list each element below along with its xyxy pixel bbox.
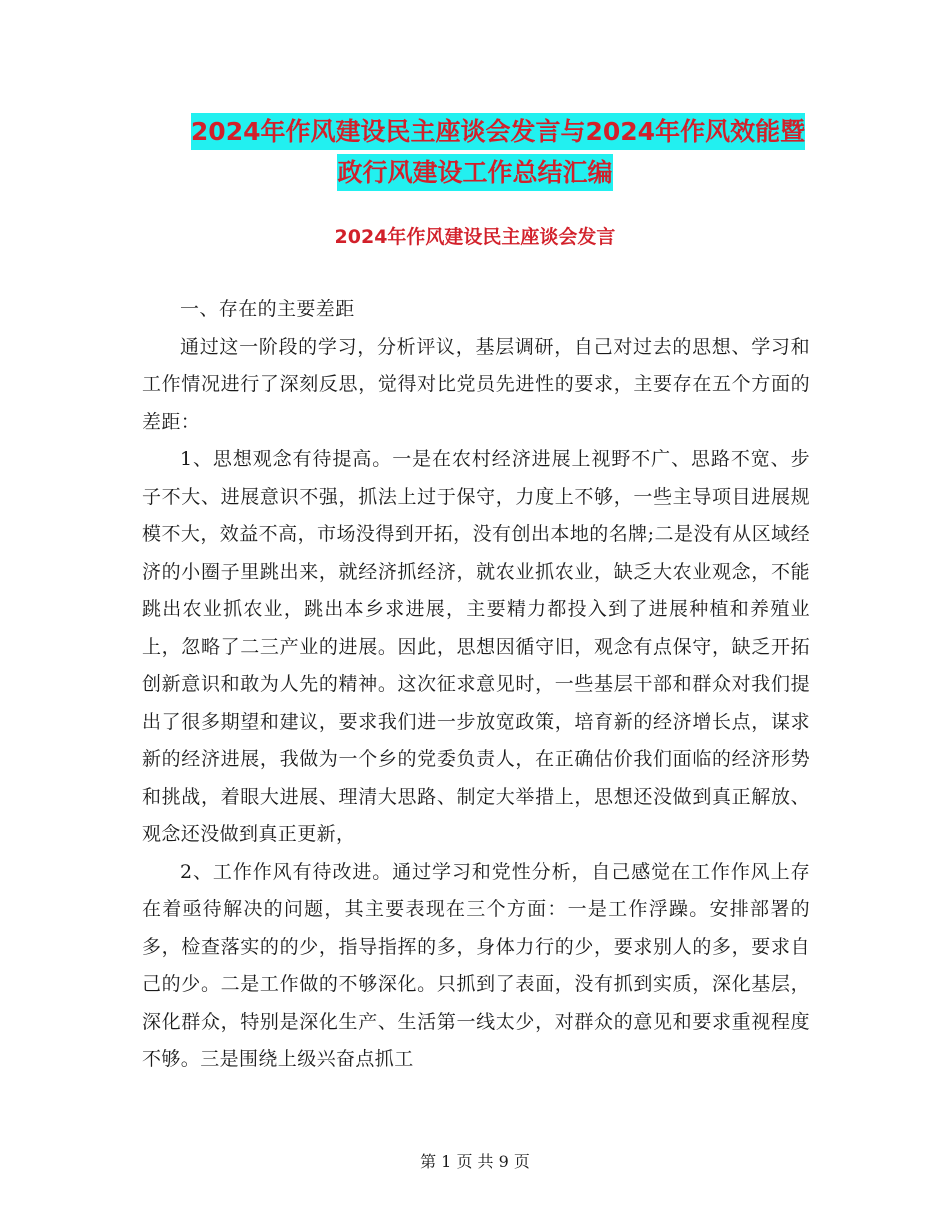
document-body: [142, 291, 810, 1079]
title-highlight-2: 政行风建设工作总结汇编: [337, 154, 612, 191]
paragraph-intro: 通过这一阶段的学习，分析评议，基层调研，自己对过去的思想、学习和工作情况进行了深刻反思，觉得对比党员先进性的要求，主要存在五个方面的差距：: [142, 335, 810, 433]
document-title-line-2: [0, 148, 950, 198]
paragraph-item-1: 1、思想观念有待提高。一是在农村经济进展上视野不广、思路不宽、步子不大、进展意识不强，抓法上过于保守，力度上不够，一些主导项目进展规模不大，效益不高，市场没得到开拓，没有创出本地的名牌;二是没有从区域经济的小圈子里跳出来，就经济抓经济，就农业抓农业，缺乏大农业观念，不能跳出农业抓农业，跳出本乡求进展，主要精力都投入到了进展种植和养殖业上，忽略了二三产业的进展。因此，思想因循守旧，观念有点保守，缺乏开拓创新意识和敢为人先的精神。这次征求意见时，一些基层干部和群众对我们提出了很多期望和建议，要求我们进一步放宽政策，培育新的经济增长点，谋求新的经济进展，我做为一个乡的党委负责人，在正确估价我们面临的经济形势和挑战，着眼大进展、理清大思路、制定大举措上，思想还没做到真正解放、观念还没做到真正更新，: [142, 448, 810, 845]
paragraph-item-2: 2、工作作风有待改进。通过学习和党性分析，自己感觉在工作作风上存在着亟待解决的问题，其主要表现在三个方面：一是工作浮躁。安排部署的多，检查落实的的少，指导指挥的多，身体力行的少，要求别人的多，要求自己的少。二是工作做的不够深化。只抓到了表面，没有抓到实质，深化基层，深化群众，特别是深化生产、生活第一线太少，对群众的意见和要求重视程度不够。三是围绕上级兴奋点抓工: [142, 860, 810, 1070]
section-title: 2024年作风建设民主座谈会发言: [334, 226, 616, 248]
page-footer: 第 1 页 共 9 页: [420, 1152, 530, 1171]
title-highlight-1: 2024年作风建设民主座谈会发言与2024年作风效能暨: [191, 113, 805, 150]
paragraph-heading: 一、存在的主要差距: [180, 298, 355, 320]
